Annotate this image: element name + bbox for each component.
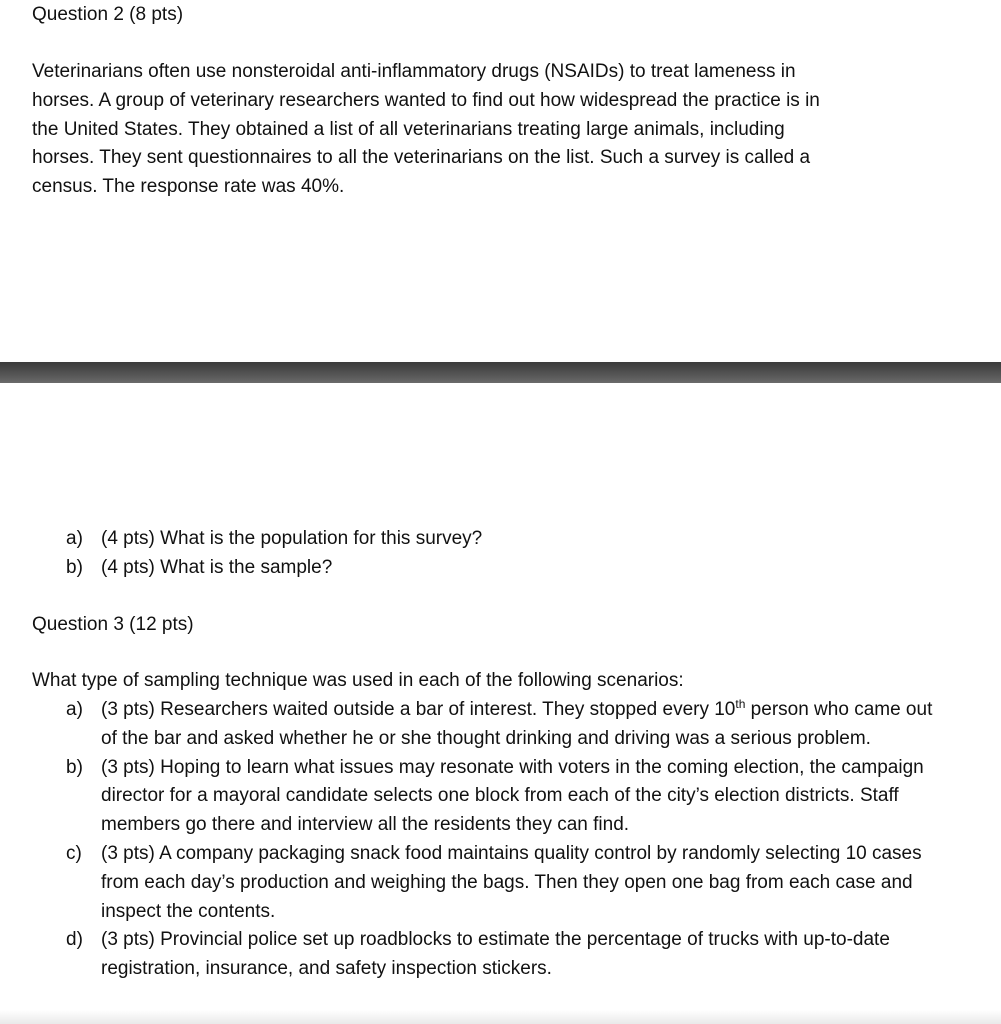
question-2-line: Veterinarians often use nonsteroidal anti-inflammatory drugs (NSAIDs) to treat lameness in [32,61,796,82]
list-marker: c) [66,842,82,864]
document-page-1 [0,0,1001,362]
question-2-title: Question 2 (8 pts) [32,4,184,25]
question-2-line: horses. A group of veterinary researchers wanted to find out how widespread the practice is in [32,89,820,111]
list-item [0,696,1001,754]
list-item [0,840,1001,926]
page-bottom-shadow [0,1010,1001,1024]
ordinal-superscript: th [735,697,746,711]
list-marker: d) [66,929,83,951]
question-2-line: horses. They sent questionnaires to all the veterinarians on the list. Such a survey is called a [32,147,811,169]
list-marker: b) [66,756,83,778]
list-item [0,754,1001,840]
question-2-parts [0,525,1001,583]
list-item-text: (3 pts) Provincial police set up roadblocks to estimate the percentage of trucks with up-to-date registration, insurance, and safety inspection stickers. [101,929,890,980]
page-separator [0,362,1001,383]
list-item-text: (3 pts) A company packaging snack food maintains quality control by randomly selecting 10 cases from each day’s production and weighing the bags. Then they open one bag from each case and inspect the contents. [101,842,922,922]
list-item [0,525,1001,554]
question-2-body [32,58,932,202]
list-item-text: (4 pts) What is the population for this survey? [101,528,483,549]
list-marker: a) [66,699,83,720]
list-item-text: (3 pts) Hoping to learn what issues may resonate with voters in the coming election, the campaign director for a mayoral candidate selects one block from each of the city’s election districts. Staff members go there and interview all the residents they can find. [101,756,924,836]
document-page-2 [0,383,1001,1024]
question-3-items [0,696,1001,984]
list-item [0,554,1001,583]
list-item [0,926,1001,984]
question-2-line: census. The response rate was 40%. [32,176,345,198]
question-3-title: Question 3 (12 pts) [32,614,194,635]
list-item-text: (4 pts) What is the sample? [101,556,333,578]
question-2-line: the United States. They obtained a list of all veterinarians treating large animals, including [32,118,785,140]
list-marker: b) [66,556,83,578]
question-3-intro: What type of sampling technique was used in each of the following scenarios: [32,670,684,691]
list-item-text: (3 pts) Researchers waited outside a bar of interest. They stopped every 10th person who came out of the bar and asked whether he or she thought drinking and driving was a serious problem. [101,697,933,749]
list-marker: a) [66,528,83,549]
